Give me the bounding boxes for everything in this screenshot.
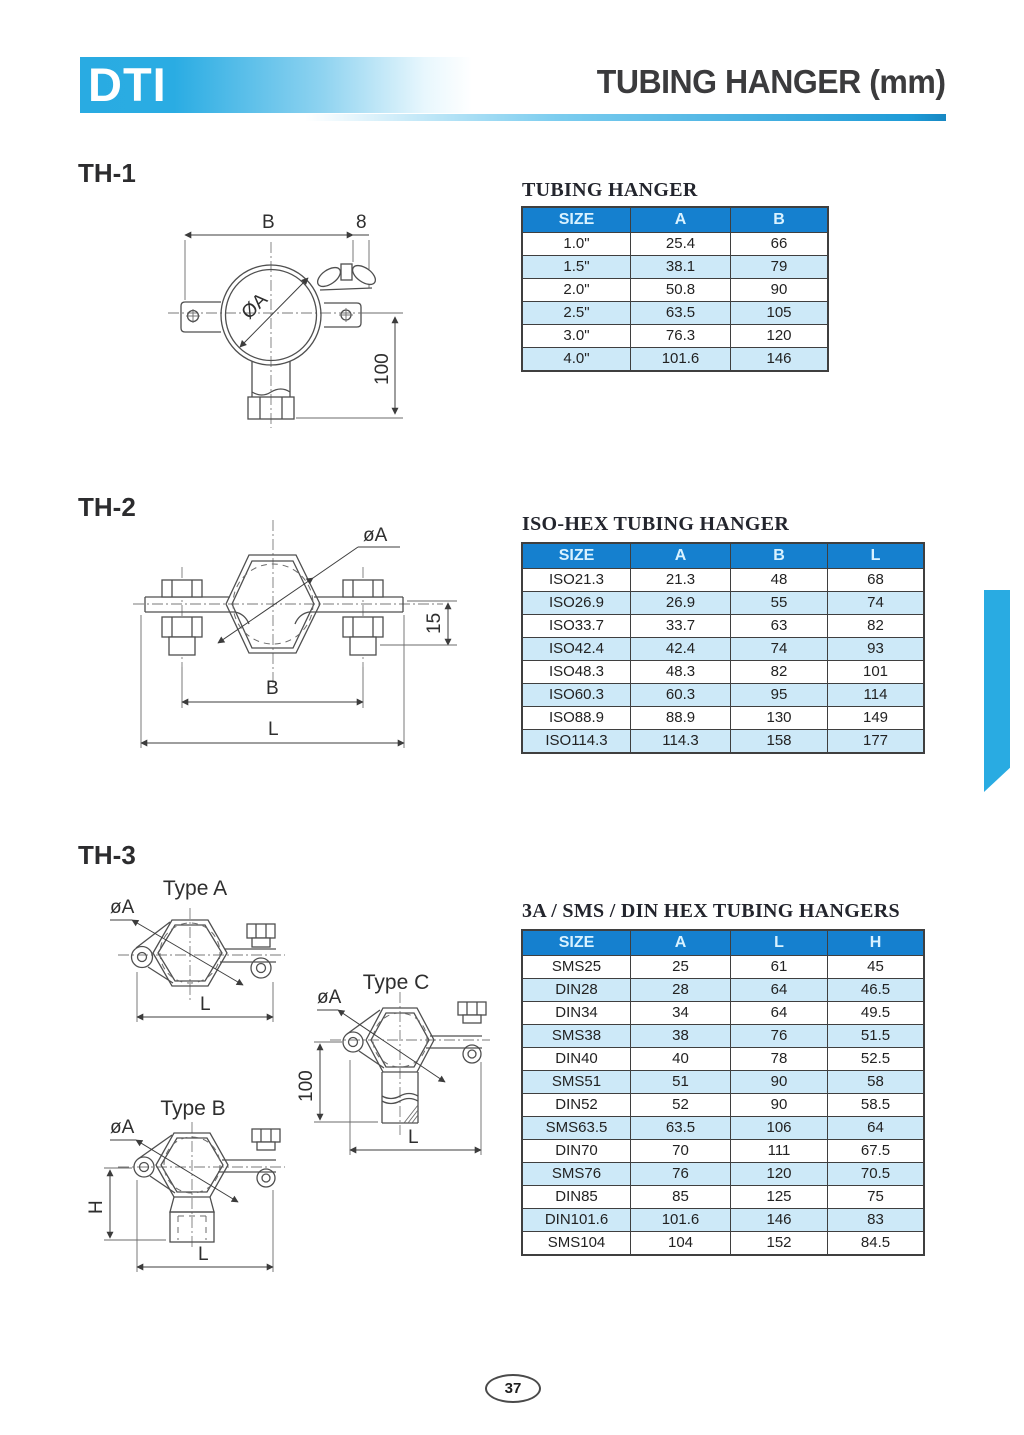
table-cell: 4.0" bbox=[522, 348, 631, 372]
th1-clamp-drawing bbox=[148, 200, 428, 440]
type-c-label: Type C bbox=[362, 971, 430, 994]
table-row bbox=[522, 1025, 924, 1048]
table-cell: 68 bbox=[828, 569, 925, 592]
table-header-row bbox=[522, 207, 828, 233]
table-cell: 111 bbox=[731, 1140, 828, 1163]
table-cell: 51.5 bbox=[828, 1025, 925, 1048]
table-cell: 146 bbox=[731, 348, 829, 372]
table-cell: 93 bbox=[828, 638, 925, 661]
table-cell: 55 bbox=[731, 592, 828, 615]
table-cell: 1.5" bbox=[522, 256, 631, 279]
tubing-hanger-table bbox=[521, 206, 829, 372]
table-cell: 48 bbox=[731, 569, 828, 592]
table-cell: 101.6 bbox=[631, 348, 731, 372]
table-title-iso-hex: ISO-HEX TUBING HANGER bbox=[522, 513, 790, 535]
table-cell: 64 bbox=[731, 979, 828, 1002]
table-row bbox=[522, 592, 924, 615]
section-label-th3: TH-3 bbox=[78, 840, 136, 870]
page-edge-tab bbox=[984, 590, 1010, 792]
table-cell: 76 bbox=[631, 1163, 731, 1186]
table-row bbox=[522, 1002, 924, 1025]
table-cell: 177 bbox=[828, 730, 925, 754]
dim-label-diameter-a: øA bbox=[110, 897, 135, 918]
table-row bbox=[522, 302, 828, 325]
table-cell: 125 bbox=[731, 1186, 828, 1209]
table-row bbox=[522, 1232, 924, 1256]
dim-label-100: 100 bbox=[372, 353, 393, 385]
table-cell: 75 bbox=[828, 1186, 925, 1209]
table-cell: 1.0" bbox=[522, 233, 631, 256]
table-cell: 42.4 bbox=[631, 638, 731, 661]
table-cell: 158 bbox=[731, 730, 828, 754]
table-cell: 88.9 bbox=[631, 707, 731, 730]
table-row bbox=[522, 1209, 924, 1232]
table-row bbox=[522, 661, 924, 684]
table-cell: SMS63.5 bbox=[522, 1117, 631, 1140]
table-cell: 130 bbox=[731, 707, 828, 730]
table-row bbox=[522, 979, 924, 1002]
table-header-row bbox=[522, 543, 924, 569]
dim-label-b: B bbox=[262, 212, 275, 233]
dim-label-diameter-a: øA bbox=[363, 525, 388, 546]
section-label-th1: TH-1 bbox=[78, 158, 136, 188]
table-row bbox=[522, 1117, 924, 1140]
table-header-row bbox=[522, 930, 924, 956]
table-cell: 74 bbox=[828, 592, 925, 615]
page-title: TUBING HANGER (mm) bbox=[596, 63, 945, 100]
table-cell: ISO48.3 bbox=[522, 661, 631, 684]
table-cell: 90 bbox=[731, 279, 829, 302]
table-cell: 46.5 bbox=[828, 979, 925, 1002]
type-b-label: Type B bbox=[160, 1097, 226, 1120]
table-cell: 33.7 bbox=[631, 615, 731, 638]
table-row bbox=[522, 638, 924, 661]
table-cell: 95 bbox=[731, 684, 828, 707]
table-cell: 51 bbox=[631, 1071, 731, 1094]
table-cell: 3.0" bbox=[522, 325, 631, 348]
hex-tubing-hangers-table bbox=[521, 929, 925, 1256]
table-cell: SMS25 bbox=[522, 956, 631, 979]
table-cell: ISO60.3 bbox=[522, 684, 631, 707]
table-cell: DIN52 bbox=[522, 1094, 631, 1117]
table-cell: ISO114.3 bbox=[522, 730, 631, 754]
table-cell: 146 bbox=[731, 1209, 828, 1232]
table-title-3a-sms-din: 3A / SMS / DIN HEX TUBING HANGERS bbox=[522, 900, 900, 922]
column-header: B bbox=[731, 207, 829, 233]
table-row bbox=[522, 730, 924, 754]
th2-hex-hanger-drawing bbox=[108, 515, 468, 765]
dim-label-15: 15 bbox=[424, 612, 445, 634]
company-logo: DTI bbox=[88, 58, 167, 111]
table-row bbox=[522, 1186, 924, 1209]
dim-label-l-c: L bbox=[408, 1127, 419, 1148]
table-cell: 120 bbox=[731, 1163, 828, 1186]
table-cell: 25.4 bbox=[631, 233, 731, 256]
table-cell: 38.1 bbox=[631, 256, 731, 279]
table-cell: 52 bbox=[631, 1094, 731, 1117]
table-cell: 114.3 bbox=[631, 730, 731, 754]
table-cell: 149 bbox=[828, 707, 925, 730]
dim-label-l-a: L bbox=[200, 994, 211, 1015]
table-cell: 79 bbox=[731, 256, 829, 279]
column-header: H bbox=[828, 930, 925, 956]
table-cell: 25 bbox=[631, 956, 731, 979]
table-cell: 82 bbox=[731, 661, 828, 684]
section-label-th2: TH-2 bbox=[78, 492, 136, 522]
dim-label-h: H bbox=[86, 1200, 107, 1214]
table-cell: 70.5 bbox=[828, 1163, 925, 1186]
table-cell: 104 bbox=[631, 1232, 731, 1256]
th3-types-drawing bbox=[70, 850, 515, 1315]
table-row bbox=[522, 279, 828, 302]
table-cell: 90 bbox=[731, 1071, 828, 1094]
column-header: SIZE bbox=[522, 930, 631, 956]
table-cell: SMS38 bbox=[522, 1025, 631, 1048]
table-cell: 21.3 bbox=[631, 569, 731, 592]
table-cell: 28 bbox=[631, 979, 731, 1002]
table-cell: 38 bbox=[631, 1025, 731, 1048]
table-cell: 101.6 bbox=[631, 1209, 731, 1232]
table-cell: 85 bbox=[631, 1186, 731, 1209]
table-cell: DIN34 bbox=[522, 1002, 631, 1025]
table-cell: ISO88.9 bbox=[522, 707, 631, 730]
table-cell: DIN85 bbox=[522, 1186, 631, 1209]
table-row bbox=[522, 956, 924, 979]
column-header: A bbox=[631, 543, 731, 569]
table-cell: DIN101.6 bbox=[522, 1209, 631, 1232]
table-cell: 58.5 bbox=[828, 1094, 925, 1117]
title-underline bbox=[80, 114, 946, 121]
dim-label-l-b: L bbox=[198, 1244, 209, 1265]
column-header: B bbox=[731, 543, 828, 569]
table-cell: 90 bbox=[731, 1094, 828, 1117]
table-cell: 63 bbox=[731, 615, 828, 638]
page-number: 37 bbox=[485, 1374, 541, 1403]
table-cell: 114 bbox=[828, 684, 925, 707]
dim-label-b: B bbox=[266, 678, 279, 699]
table-cell: 60.3 bbox=[631, 684, 731, 707]
type-a-label: Type A bbox=[162, 877, 228, 900]
column-header: SIZE bbox=[522, 543, 631, 569]
table-row bbox=[522, 684, 924, 707]
iso-hex-tubing-hanger-table bbox=[521, 542, 925, 754]
table-row bbox=[522, 325, 828, 348]
table-cell: 64 bbox=[731, 1002, 828, 1025]
table-cell: ISO21.3 bbox=[522, 569, 631, 592]
table-cell: SMS76 bbox=[522, 1163, 631, 1186]
table-row bbox=[522, 707, 924, 730]
table-cell: DIN28 bbox=[522, 979, 631, 1002]
table-cell: 2.0" bbox=[522, 279, 631, 302]
table-cell: 49.5 bbox=[828, 1002, 925, 1025]
table-row bbox=[522, 348, 828, 372]
table-cell: 26.9 bbox=[631, 592, 731, 615]
table-cell: 48.3 bbox=[631, 661, 731, 684]
table-cell: 105 bbox=[731, 302, 829, 325]
column-header: L bbox=[731, 930, 828, 956]
table-row bbox=[522, 1071, 924, 1094]
table-cell: 67.5 bbox=[828, 1140, 925, 1163]
table-cell: 45 bbox=[828, 956, 925, 979]
table-row bbox=[522, 233, 828, 256]
dim-label-100: 100 bbox=[296, 1070, 317, 1102]
table-cell: SMS104 bbox=[522, 1232, 631, 1256]
dim-label-diameter-c: øA bbox=[317, 987, 342, 1008]
logo-bar bbox=[80, 57, 472, 113]
table-cell: 101 bbox=[828, 661, 925, 684]
table-row bbox=[522, 1094, 924, 1117]
dim-label-l: L bbox=[268, 719, 279, 740]
column-header: SIZE bbox=[522, 207, 631, 233]
table-cell: 74 bbox=[731, 638, 828, 661]
dim-label-8: 8 bbox=[356, 212, 367, 233]
table-cell: 152 bbox=[731, 1232, 828, 1256]
table-cell: 58 bbox=[828, 1071, 925, 1094]
table-cell: 82 bbox=[828, 615, 925, 638]
table-cell: ISO26.9 bbox=[522, 592, 631, 615]
column-header: L bbox=[828, 543, 925, 569]
table-cell: 50.8 bbox=[631, 279, 731, 302]
table-cell: 70 bbox=[631, 1140, 731, 1163]
table-cell: 84.5 bbox=[828, 1232, 925, 1256]
table-cell: 40 bbox=[631, 1048, 731, 1071]
table-cell: ISO33.7 bbox=[522, 615, 631, 638]
table-title-tubing-hanger: TUBING HANGER bbox=[522, 179, 698, 201]
table-row bbox=[522, 1140, 924, 1163]
table-cell: 2.5" bbox=[522, 302, 631, 325]
table-cell: 106 bbox=[731, 1117, 828, 1140]
table-cell: 76 bbox=[731, 1025, 828, 1048]
table-cell: 120 bbox=[731, 325, 829, 348]
table-cell: 63.5 bbox=[631, 1117, 731, 1140]
table-row bbox=[522, 256, 828, 279]
table-row bbox=[522, 1163, 924, 1186]
table-cell: 61 bbox=[731, 956, 828, 979]
table-cell: 78 bbox=[731, 1048, 828, 1071]
column-header: A bbox=[631, 930, 731, 956]
table-cell: 66 bbox=[731, 233, 829, 256]
table-cell: 76.3 bbox=[631, 325, 731, 348]
table-row bbox=[522, 1048, 924, 1071]
table-cell: DIN70 bbox=[522, 1140, 631, 1163]
table-cell: SMS51 bbox=[522, 1071, 631, 1094]
table-cell: 63.5 bbox=[631, 302, 731, 325]
table-cell: ISO42.4 bbox=[522, 638, 631, 661]
table-cell: 64 bbox=[828, 1117, 925, 1140]
column-header: A bbox=[631, 207, 731, 233]
table-cell: DIN40 bbox=[522, 1048, 631, 1071]
table-cell: 34 bbox=[631, 1002, 731, 1025]
dim-label-diameter-b: øA bbox=[110, 1117, 135, 1138]
table-row bbox=[522, 569, 924, 592]
dim-label-diameter-a: ØA bbox=[237, 289, 272, 324]
table-row bbox=[522, 615, 924, 638]
table-cell: 52.5 bbox=[828, 1048, 925, 1071]
table-cell: 83 bbox=[828, 1209, 925, 1232]
